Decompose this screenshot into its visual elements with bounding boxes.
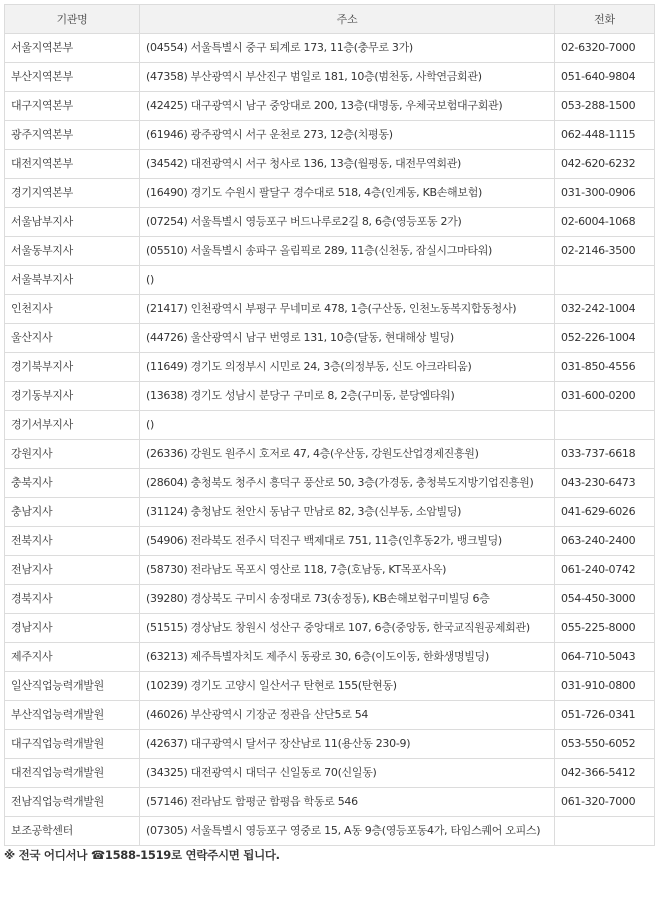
office-name: 서울동부지사 — [5, 237, 140, 266]
office-address: (07305) 서울특별시 영등포구 영중로 15, A동 9층(영등포동4가, 타임스퀘어 오피스) — [140, 817, 555, 846]
office-name: 경남지사 — [5, 614, 140, 643]
office-address: (34325) 대전광역시 대덕구 신일동로 70(신일동) — [140, 759, 555, 788]
office-name: 경기동부지사 — [5, 382, 140, 411]
office-address: (54906) 전라북도 전주시 덕진구 백제대로 751, 11층(인후동2가, 뱅크빌딩) — [140, 527, 555, 556]
office-address: (28604) 충청북도 청주시 흥덕구 풍산로 50, 3층(가경동, 충청북도지방기업진흥원) — [140, 469, 555, 498]
header-phone: 전화 — [555, 5, 655, 34]
office-name: 서울북부지사 — [5, 266, 140, 295]
office-name: 대구직업능력개발원 — [5, 730, 140, 759]
office-name: 울산지사 — [5, 324, 140, 353]
office-name: 대구지역본부 — [5, 92, 140, 121]
office-address: (51515) 경상남도 창원시 성산구 중앙대로 107, 6층(중앙동, 한국교직원공제회관) — [140, 614, 555, 643]
office-name: 인천지사 — [5, 295, 140, 324]
office-address: (58730) 전라남도 목포시 영산로 118, 7층(호남동, KT목포사옥) — [140, 556, 555, 585]
table-row — [5, 469, 655, 498]
office-address: (46026) 부산광역시 기장군 정관읍 산단5로 54 — [140, 701, 555, 730]
office-phone: 031-300-0906 — [555, 179, 655, 208]
office-phone: 053-288-1500 — [555, 92, 655, 121]
office-phone: 061-240-0742 — [555, 556, 655, 585]
office-address: (44726) 울산광역시 남구 번영로 131, 10층(달동, 현대해상 빌딩) — [140, 324, 555, 353]
office-name: 전남직업능력개발원 — [5, 788, 140, 817]
table-row — [5, 498, 655, 527]
office-phone: 043-230-6473 — [555, 469, 655, 498]
office-phone: 032-242-1004 — [555, 295, 655, 324]
office-name: 보조공학센터 — [5, 817, 140, 846]
table-row — [5, 730, 655, 759]
office-phone: 02-6004-1068 — [555, 208, 655, 237]
office-address: (61946) 광주광역시 서구 운천로 273, 12층(치평동) — [140, 121, 555, 150]
office-phone: 02-6320-7000 — [555, 34, 655, 63]
table-row — [5, 150, 655, 179]
office-phone — [555, 411, 655, 440]
table-body — [5, 34, 655, 846]
office-address: (34542) 대전광역시 서구 청사로 136, 13층(월평동, 대전무역회관) — [140, 150, 555, 179]
footnote-prefix: ※ 전국 어디서나 — [4, 848, 88, 862]
office-address: () — [140, 411, 555, 440]
table-row — [5, 701, 655, 730]
office-name: 경기북부지사 — [5, 353, 140, 382]
office-address: (39280) 경상북도 구미시 송정대로 73(송정동), KB손해보험구미빌딩 6층 — [140, 585, 555, 614]
footnote-suffix: 로 연락주시면 됩니다. — [171, 848, 280, 862]
office-phone: 062-448-1115 — [555, 121, 655, 150]
office-address: (42425) 대구광역시 남구 중앙대로 200, 13층(대명동, 우체국보험대구회관) — [140, 92, 555, 121]
table-row — [5, 527, 655, 556]
office-phone: 051-640-9804 — [555, 63, 655, 92]
office-address: (16490) 경기도 수원시 팔달구 경수대로 518, 4층(인계동, KB손해보험) — [140, 179, 555, 208]
office-address: (26336) 강원도 원주시 호저로 47, 4층(우산동, 강원도산업경제진흥원) — [140, 440, 555, 469]
table-row — [5, 324, 655, 353]
office-phone: 031-600-0200 — [555, 382, 655, 411]
office-address: (47358) 부산광역시 부산진구 범일로 181, 10층(범천동, 사학연금회관) — [140, 63, 555, 92]
footnote-phone-number: 1588-1519 — [104, 848, 171, 862]
table-row — [5, 266, 655, 295]
phone-icon: ☎ — [90, 848, 105, 862]
table-row — [5, 788, 655, 817]
table-row — [5, 817, 655, 846]
table-header-row — [5, 5, 655, 34]
table-row — [5, 208, 655, 237]
table-row — [5, 556, 655, 585]
office-phone: 042-620-6232 — [555, 150, 655, 179]
office-phone: 041-629-6026 — [555, 498, 655, 527]
office-phone: 054-450-3000 — [555, 585, 655, 614]
office-address: (42637) 대구광역시 달서구 장산남로 11(용산동 230-9) — [140, 730, 555, 759]
office-phone — [555, 266, 655, 295]
table-row — [5, 34, 655, 63]
office-address: (07254) 서울특별시 영등포구 버드나루로2길 8, 6층(영등포동 2가) — [140, 208, 555, 237]
table-row — [5, 179, 655, 208]
office-phone: 042-366-5412 — [555, 759, 655, 788]
office-address: (11649) 경기도 의정부시 시민로 24, 3층(의정부동, 신도 아크라티움) — [140, 353, 555, 382]
office-phone: 064-710-5043 — [555, 643, 655, 672]
office-address: (63213) 제주특별자치도 제주시 동광로 30, 6층(이도이동, 한화생명빌딩) — [140, 643, 555, 672]
office-phone: 051-726-0341 — [555, 701, 655, 730]
table-row — [5, 295, 655, 324]
table-row — [5, 63, 655, 92]
office-address: (21417) 인천광역시 부평구 무네미로 478, 1층(구산동, 인천노동복지합동청사) — [140, 295, 555, 324]
office-name: 충북지사 — [5, 469, 140, 498]
office-name: 광주지역본부 — [5, 121, 140, 150]
office-phone: 033-737-6618 — [555, 440, 655, 469]
table-row — [5, 411, 655, 440]
office-name: 일산직업능력개발원 — [5, 672, 140, 701]
office-address: (13638) 경기도 성남시 분당구 구미로 8, 2층(구미동, 분당엠타워) — [140, 382, 555, 411]
office-address: (04554) 서울특별시 중구 퇴계로 173, 11층(충무로 3가) — [140, 34, 555, 63]
office-name: 경북지사 — [5, 585, 140, 614]
table-row — [5, 759, 655, 788]
office-name: 충남지사 — [5, 498, 140, 527]
office-name: 대전직업능력개발원 — [5, 759, 140, 788]
office-address: () — [140, 266, 555, 295]
office-address: (57146) 전라남도 함평군 함평읍 학동로 546 — [140, 788, 555, 817]
table-row — [5, 440, 655, 469]
office-name: 제주지사 — [5, 643, 140, 672]
office-phone: 031-910-0800 — [555, 672, 655, 701]
office-phone: 053-550-6052 — [555, 730, 655, 759]
footnote — [4, 847, 654, 863]
office-name: 부산지역본부 — [5, 63, 140, 92]
office-directory-table — [4, 4, 655, 846]
office-address: (31124) 충청남도 천안시 동남구 만남로 82, 3층(신부동, 소암빌딩) — [140, 498, 555, 527]
table-row — [5, 585, 655, 614]
office-name: 대전지역본부 — [5, 150, 140, 179]
table-row — [5, 353, 655, 382]
table-row — [5, 614, 655, 643]
office-address: (05510) 서울특별시 송파구 올림픽로 289, 11층(신천동, 잠실시그마타워) — [140, 237, 555, 266]
table-row — [5, 643, 655, 672]
office-phone: 063-240-2400 — [555, 527, 655, 556]
office-name: 강원지사 — [5, 440, 140, 469]
office-name: 부산직업능력개발원 — [5, 701, 140, 730]
office-address: (10239) 경기도 고양시 일산서구 탄현로 155(탄현동) — [140, 672, 555, 701]
table-row — [5, 237, 655, 266]
header-name: 기관명 — [5, 5, 140, 34]
office-phone: 061-320-7000 — [555, 788, 655, 817]
office-name: 경기지역본부 — [5, 179, 140, 208]
table-row — [5, 92, 655, 121]
table-row — [5, 121, 655, 150]
office-phone: 052-226-1004 — [555, 324, 655, 353]
office-name: 서울지역본부 — [5, 34, 140, 63]
office-name: 전북지사 — [5, 527, 140, 556]
office-phone — [555, 817, 655, 846]
office-name: 서울남부지사 — [5, 208, 140, 237]
header-address: 주소 — [140, 5, 555, 34]
office-phone: 055-225-8000 — [555, 614, 655, 643]
office-name: 전남지사 — [5, 556, 140, 585]
office-phone: 031-850-4556 — [555, 353, 655, 382]
table-row — [5, 382, 655, 411]
office-name: 경기서부지사 — [5, 411, 140, 440]
office-phone: 02-2146-3500 — [555, 237, 655, 266]
table-row — [5, 672, 655, 701]
